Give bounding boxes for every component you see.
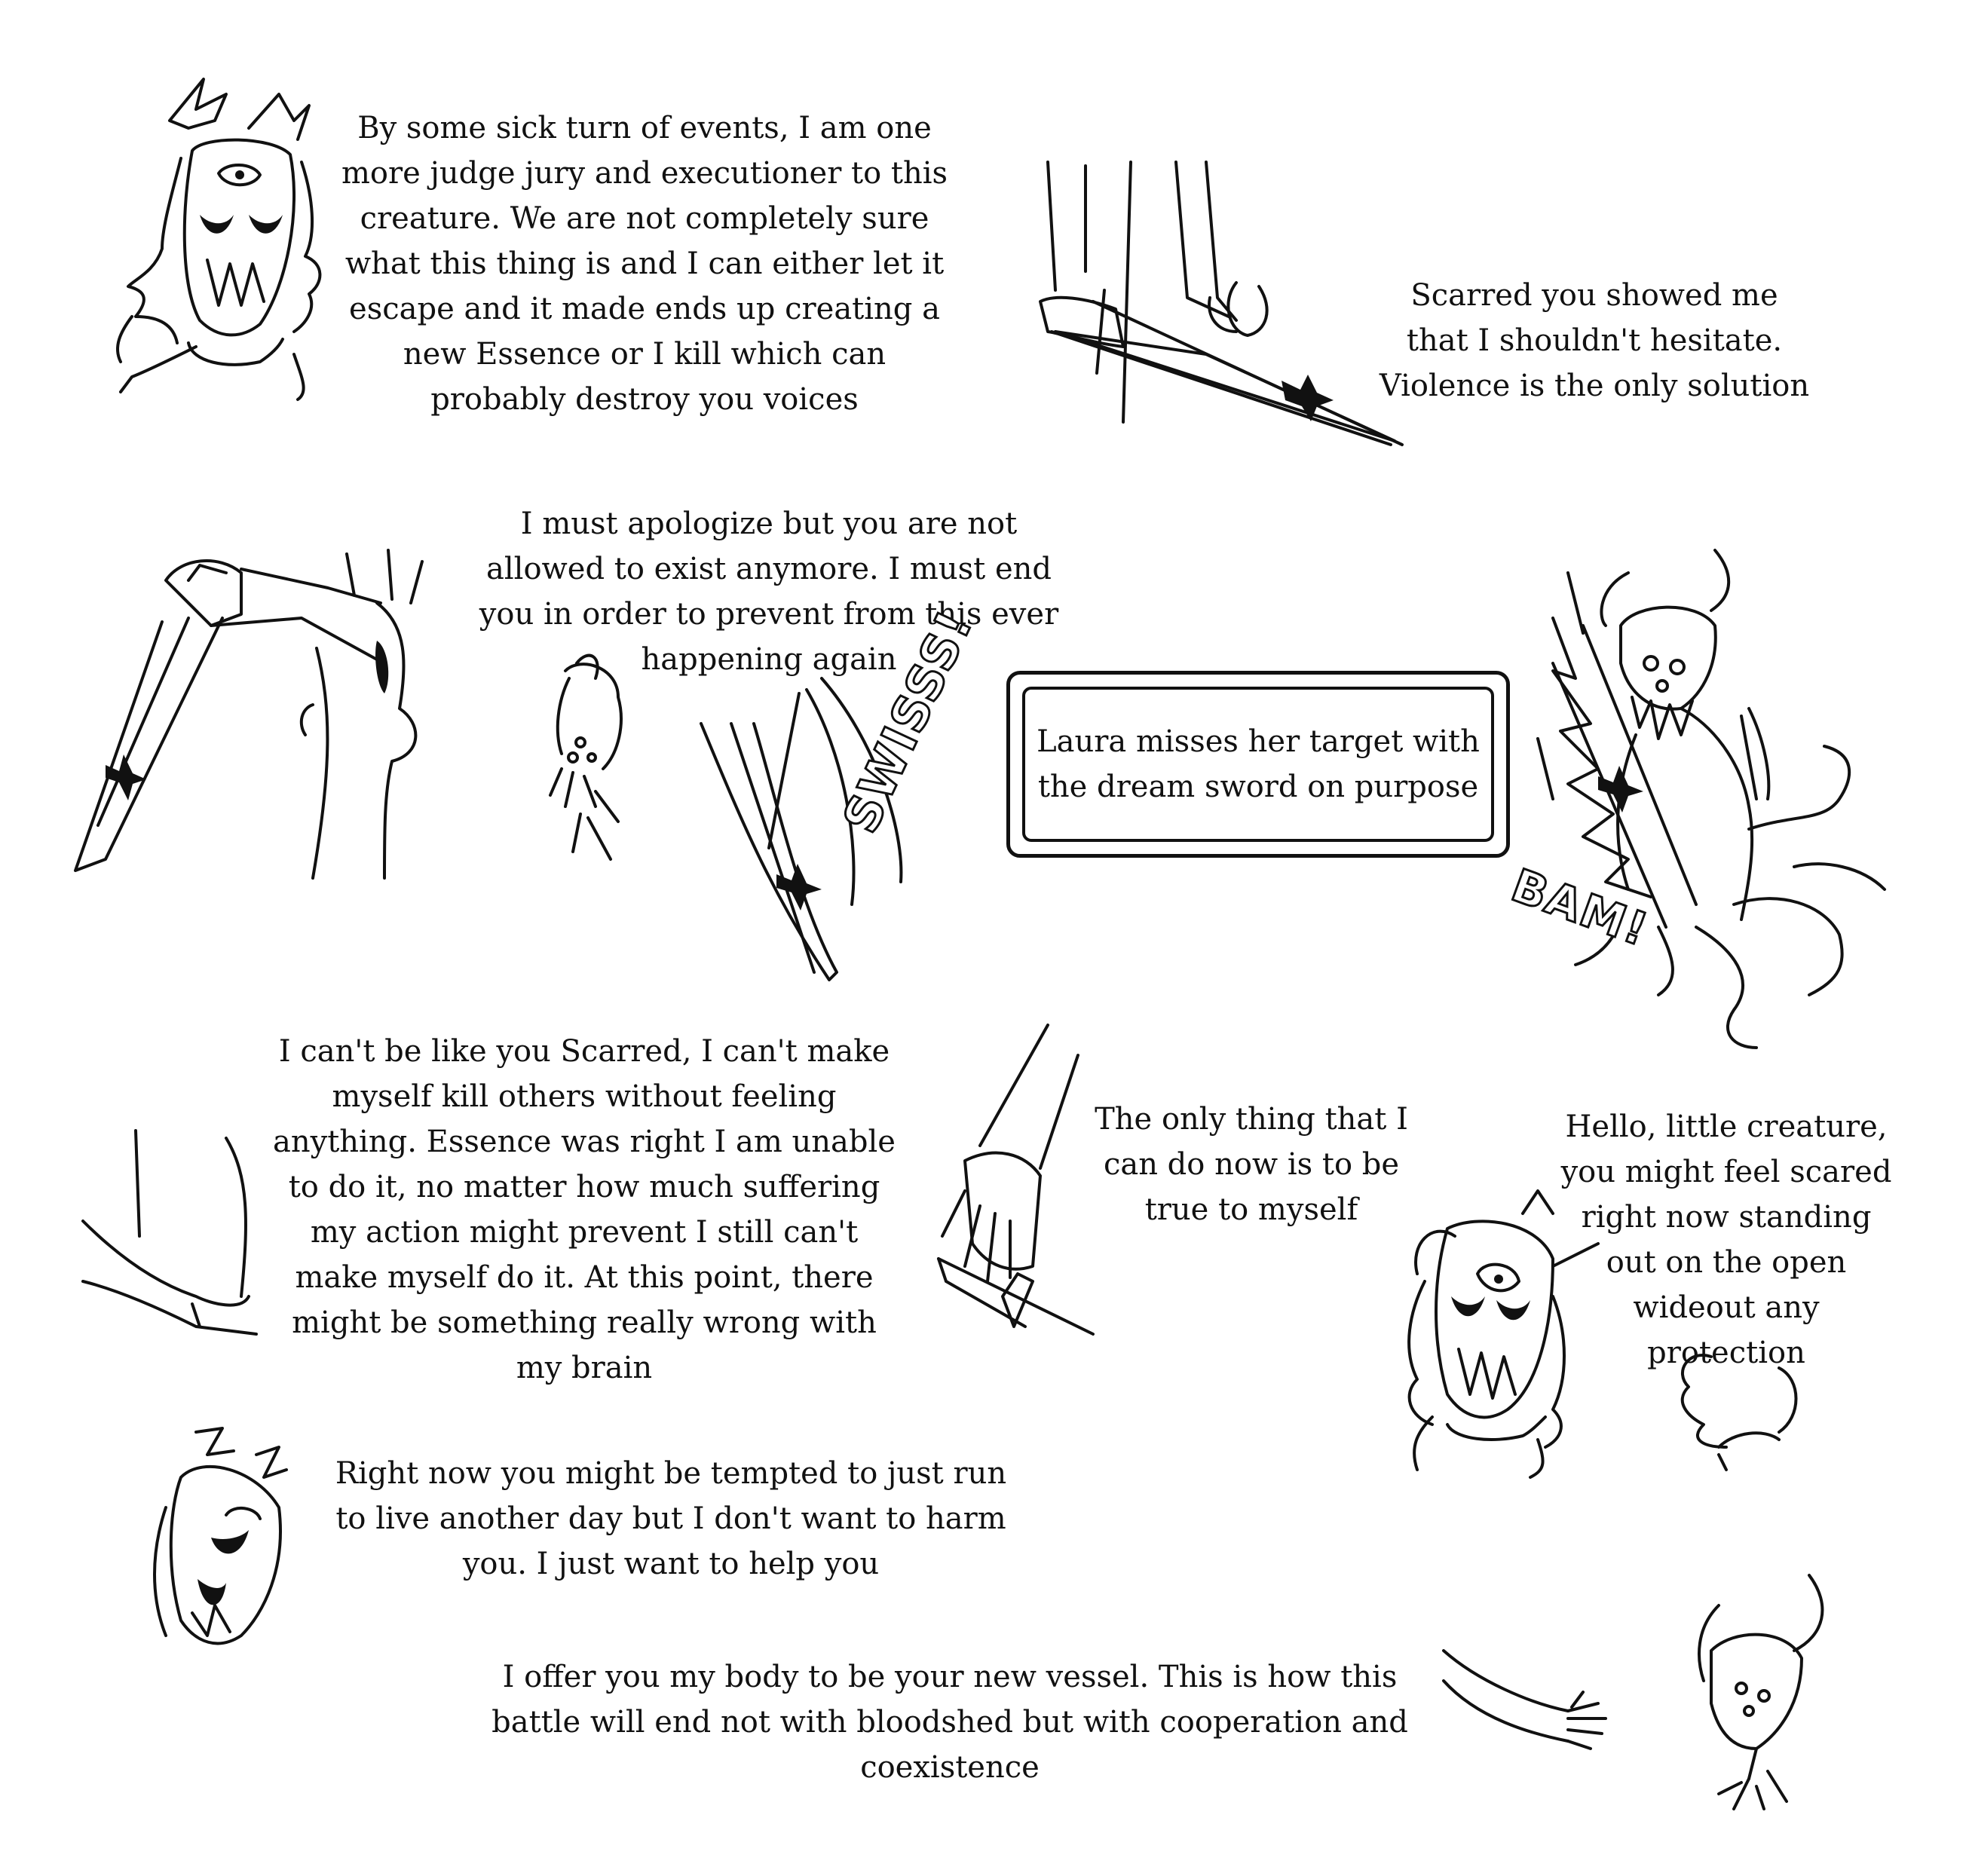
caption-panel-1: By some sick turn of events, I am one more judge jury and executioner to this creature. We are not completely sure what this thing is and I can either let it escape and it made ends up creating a new Essence or I kill which can probably destroy you voices <box>341 111 948 417</box>
laura-portrait-3 <box>155 1428 286 1643</box>
caption-panel-6: The only thing that I can do now is to be true to myself <box>1095 1102 1408 1227</box>
caption-panel-2: Scarred you showed me that I shouldn't hesitate. Violence is the only solution <box>1379 278 1810 403</box>
caption-panel-8: Right now you might be tempted to just run to live another day but I don't want to harm you. I just want to help you <box>335 1456 1007 1581</box>
small-creature <box>550 656 621 859</box>
caption-panel-5: I can't be like you Scarred, I can't make myself kill others without feeling anything. Essence was right I am unable to do it, no matter how much suffering my action might prevent I still can't make myself do it. At this point, there might be something really wrong with my brain <box>273 1034 896 1385</box>
laura-arms-lowered <box>83 1131 256 1334</box>
caption-panel-9: I offer you my body to be your new vessel. This is how this battle will end not with bloodshed but with cooperation and coexistence <box>491 1660 1408 1785</box>
laura-raising-sword <box>75 550 422 878</box>
arm-holding-sword <box>1040 162 1402 445</box>
sfx-swish: SWISSS! <box>833 601 984 842</box>
hand-dropping-sword <box>939 1025 1093 1334</box>
caption-panel-3: I must apologize but you are not allowed to exist anymore. I must end you in order to prevent from this ever happening again <box>479 506 1059 677</box>
creature-accepting <box>1699 1575 1822 1809</box>
laura-portrait-1 <box>118 79 320 399</box>
narration-text: Laura misses her target with the dream sword on purpose <box>1022 687 1494 842</box>
caption-panel-7: Hello, little creature, you might feel scared right now standing out on the open wideout any protection <box>1560 1109 1892 1370</box>
narration-box <box>1006 671 1510 858</box>
sfx-bam: BAM! <box>1505 859 1655 957</box>
reaching-hand <box>1444 1651 1606 1749</box>
